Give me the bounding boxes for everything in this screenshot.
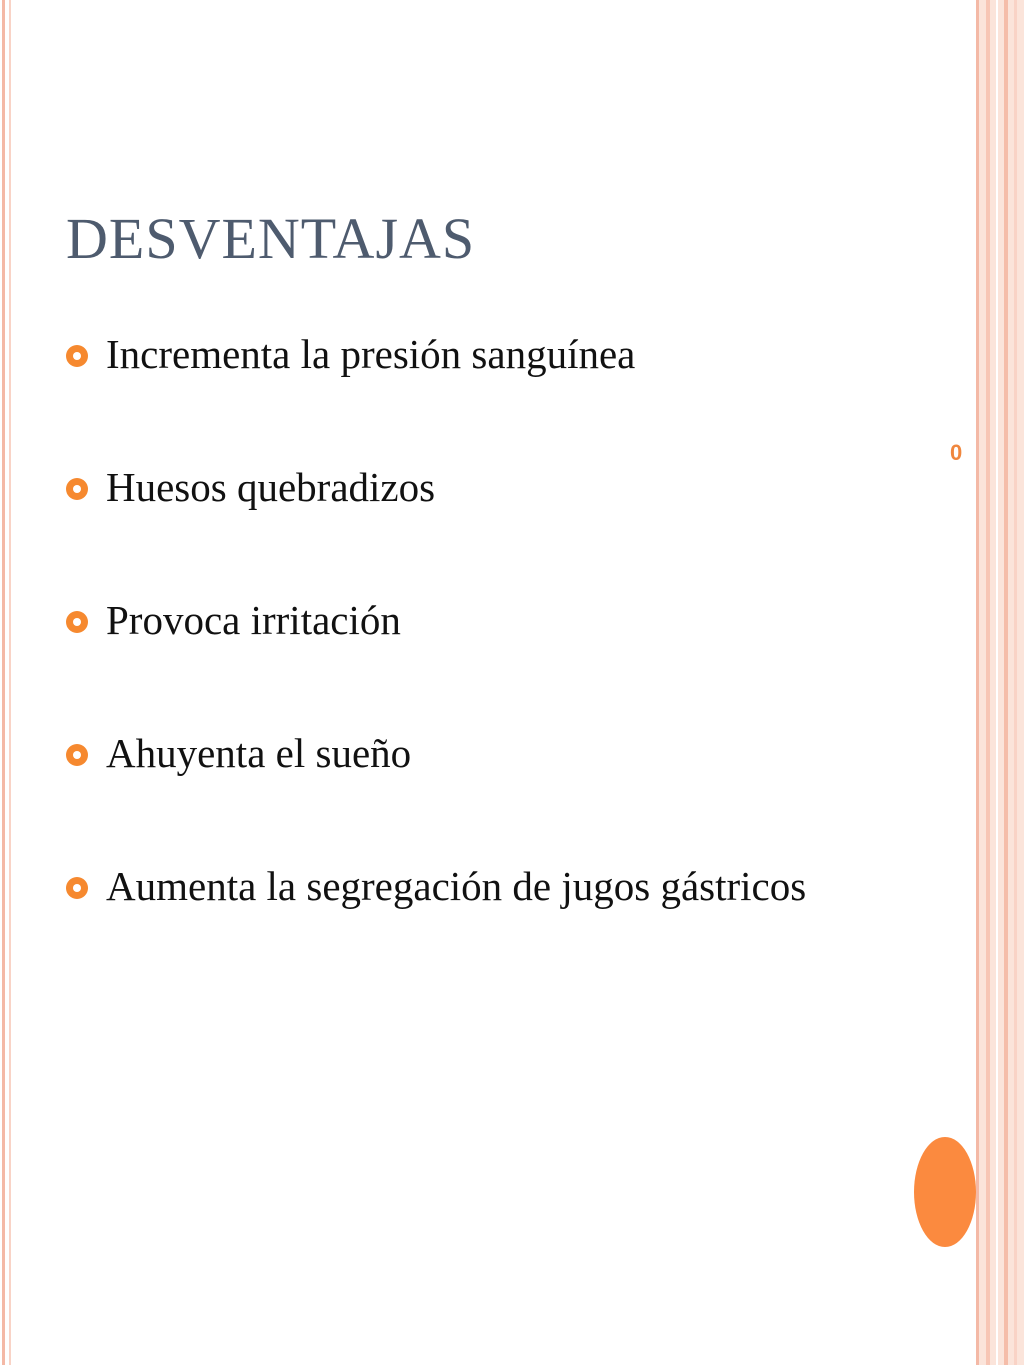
bullet-text: Huesos quebradizos xyxy=(106,464,436,510)
list-item xyxy=(66,328,846,380)
bullet-circle-icon xyxy=(66,744,88,766)
slide-number: 0 xyxy=(950,440,963,465)
bullet-text: Ahuyenta el sueño xyxy=(106,730,412,776)
list-item xyxy=(66,860,846,912)
right-stripe xyxy=(1004,0,1008,1365)
list-item xyxy=(66,461,846,513)
right-stripe xyxy=(1014,0,1017,1365)
left-stripe-thin xyxy=(9,0,11,1365)
bullet-text: Incrementa la presión sanguínea xyxy=(106,331,636,377)
right-stripe xyxy=(986,0,990,1365)
bullet-text: Provoca irritación xyxy=(106,597,401,643)
slide-title: DESVENTAJAS xyxy=(66,206,476,271)
bullet-circle-icon xyxy=(66,345,88,367)
bullet-list xyxy=(66,328,846,912)
bullet-circle-icon xyxy=(66,877,88,899)
bullet-text: Aumenta la segregación de jugos gástricos xyxy=(106,863,807,909)
right-stripe xyxy=(976,0,979,1365)
left-stripe xyxy=(2,0,5,1365)
bullet-circle-icon xyxy=(66,478,88,500)
list-item xyxy=(66,727,846,779)
right-stripe xyxy=(996,0,998,1365)
decorative-orange-oval xyxy=(914,1137,976,1247)
bullet-circle-icon xyxy=(66,611,88,633)
list-item xyxy=(66,594,846,646)
